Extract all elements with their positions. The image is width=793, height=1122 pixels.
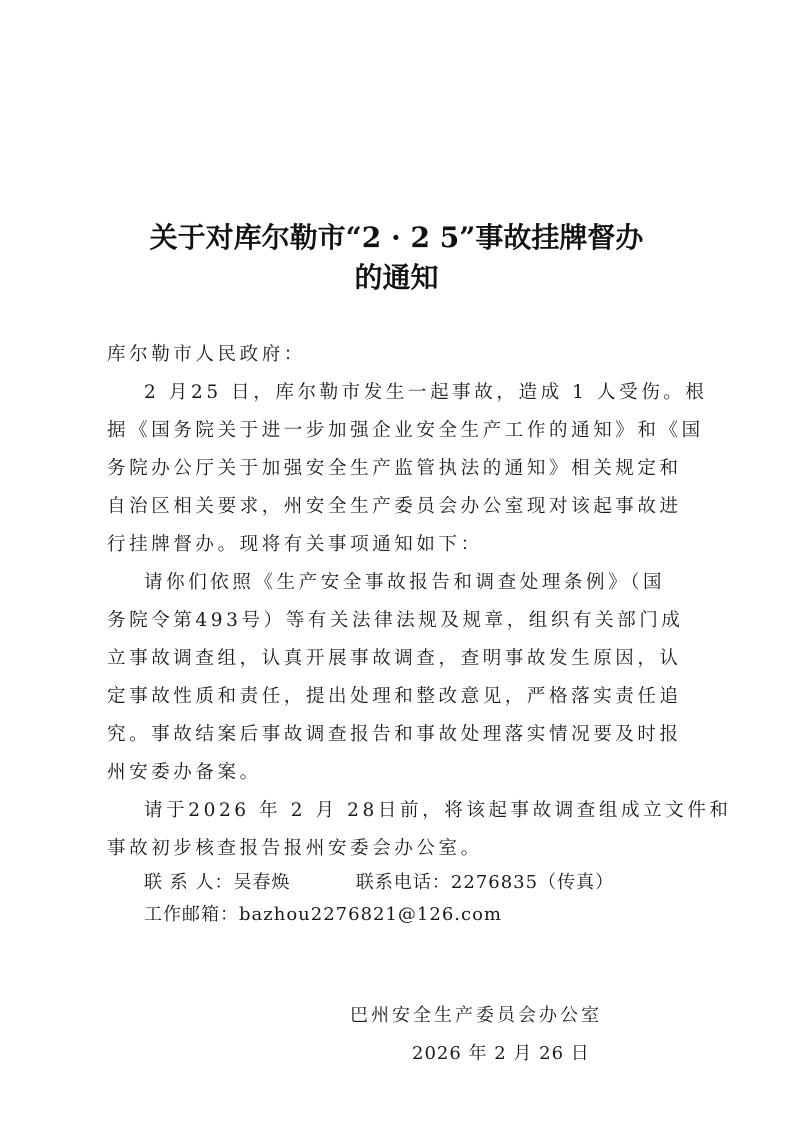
contact-phone: 2276835（传真） <box>450 872 615 893</box>
paragraph-line: 立事故调查组，认真开展事故调查，查明事故发生原因，认 <box>107 648 682 669</box>
contact-email[interactable]: bazhou2276821@126.com <box>239 904 502 925</box>
salutation <box>107 336 687 374</box>
contact-person-label: 联 系 人： <box>144 872 234 893</box>
paragraph-line: 务院令第493号）等有关法律法规及规章，组织有关部门成 <box>107 610 684 631</box>
paragraph-line: 据《国务院关于进一步加强企业安全生产工作的通知》和《国 <box>107 420 704 441</box>
title-line-2: 的通知 <box>354 261 439 294</box>
paragraph-2 <box>107 564 687 792</box>
paragraph-line: 州安委办备案。 <box>107 762 262 783</box>
paragraph-line: 事故初步核查报告报州安委会办公室。 <box>107 838 483 859</box>
signature-date: 2026 年 2 月 26 日 <box>412 1043 590 1064</box>
paragraph-line: 务院办公厅关于加强安全生产监管执法的通知》相关规定和 <box>107 458 682 479</box>
paragraph-line: 定事故性质和责任，提出处理和整改意见，严格落实责任追 <box>107 686 682 707</box>
contact-person: 吴春焕 <box>233 872 291 893</box>
contact-email-line <box>144 896 502 934</box>
salutation-text: 库尔勒市人民政府： <box>107 344 306 365</box>
contact-phone-label: 联系电话： <box>355 872 451 893</box>
paragraph-1 <box>107 374 708 564</box>
paragraph-line: 2 月25 日，库尔勒市发生一起事故，造成 1 人受伤。根 <box>144 382 708 403</box>
paragraph-line: 请你们依照《生产安全事故报告和调查处理条例》（国 <box>144 572 666 593</box>
paragraph-line: 究。事故结案后事故调查报告和事故处理落实情况要及时报 <box>107 724 682 745</box>
document-title <box>100 218 693 298</box>
paragraph-3 <box>107 792 732 868</box>
title-line-1: 关于对库尔勒市“2 · 2 5”事故挂牌督办 <box>149 221 644 254</box>
signature-org: 巴州安全生产委员会办公室 <box>350 1005 602 1026</box>
paragraph-line: 自治区相关要求，州安全生产委员会办公室现对该起事故进 <box>107 496 682 517</box>
paragraph-line: 行挂牌督办。现将有关事项通知如下： <box>107 534 483 555</box>
contact-email-label: 工作邮箱： <box>144 904 239 925</box>
paragraph-line: 请于2026 年 2 月 28日前，将该起事故调查组成立文件和 <box>144 800 732 821</box>
